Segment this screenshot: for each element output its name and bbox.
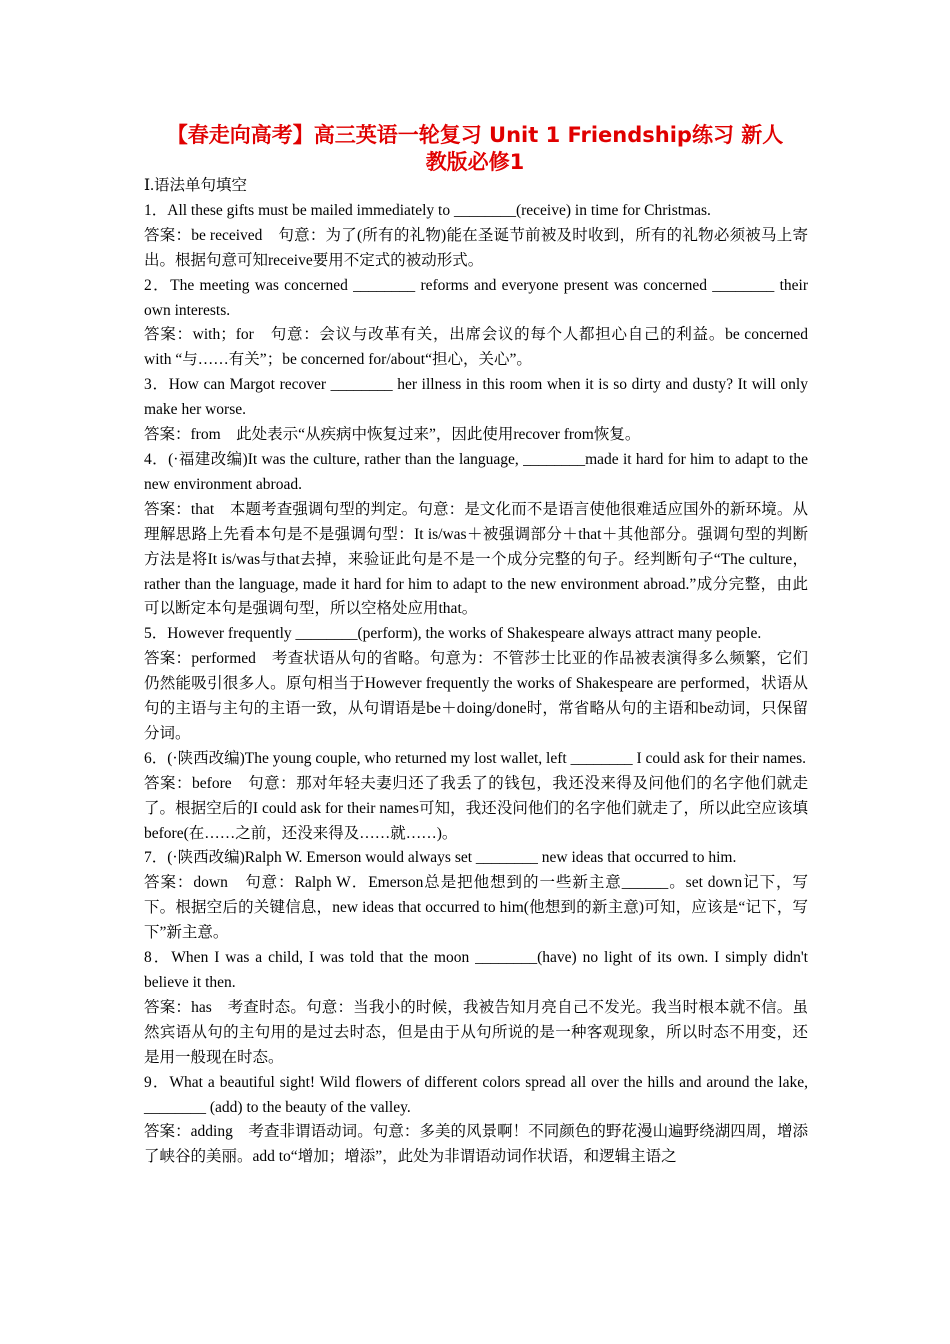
answer-6: 答案：before 句意：那对年轻夫妻归还了我丢了的钱包，我还没来得及问他们的名字他们就走了。根据空后的I could ask for their names可知，我还没问他们的名字他们就走了，所以此空应该填before(在……之前，还没来得及……就……)。: [144, 774, 808, 842]
question-8: 8．When I was a child, I was told that the moon ________(have) no light of its own. I simply didn't believe it then.: [144, 949, 808, 991]
question-4: 4．(·福建改编)It was the culture, rather than the language, ________made it hard for him to adapt to the new environment abroad.: [144, 450, 808, 493]
answer-2: 答案：with；for 句意：会议与改革有关，出席会议的每个人都担心自己的利益。be concerned with “与……有关”；be concerned for/about“担心，关心”。: [144, 326, 808, 369]
answer-9: 答案：adding 考查非谓语动词。句意：多美的风景啊！不同颜色的野花漫山遍野绕湖四周，增添了峡谷的美丽。add to“增加；增添”，此处为非谓语动词作状语，和逻辑主语之: [144, 1123, 808, 1166]
answer-1: 答案：be received 句意：为了(所有的礼物)能在圣诞节前被及时收到，所有的礼物必须被马上寄出。根据句意可知receive要用不定式的被动形式。: [144, 226, 808, 269]
question-1: 1．All these gifts must be mailed immediately to ________(receive) in time for Christmas.: [144, 201, 711, 219]
question-9: 9．What a beautiful sight! Wild flowers of different colors spread all over the hills and around the lake, ________ (add) to the beauty of the valley.: [144, 1073, 808, 1116]
question-2: 2．The meeting was concerned ________ reforms and everyone present was concerned ________ their own interests.: [144, 276, 808, 319]
answer-7: 答案：down 句意：Ralph W．Emerson总是把他想到的一些新主意______。set down记下，写下。根据空后的关键信息，new ideas that occurred to him(他想到的新主意)可知，应该是“记下，写下”新主意。: [144, 874, 808, 942]
question-6: 6．(·陕西改编)The young couple, who returned my lost wallet, left ________ I could ask for their names.: [144, 749, 807, 767]
answer-5: 答案：performed 考查状语从句的省略。句意为：不管莎士比亚的作品被表演得多么频繁，它们仍然能吸引很多人。原句相当于However frequently the works of Shakespeare are performed，状语从句的主语与主句的主语一致，从句谓语是be＋doing/done时，常省略从句的主语和be动词，只保留分词。: [144, 650, 808, 742]
section-heading: Ⅰ.语法单句填空: [144, 177, 247, 194]
document-body: [144, 174, 808, 1170]
answer-8: 答案：has 考查时态。句意：当我小的时候，我被告知月亮自己不发光。我当时根本就不信。虽然宾语从句的主句用的是过去时态，但是由于从句所说的是一种客观现象，所以时态不用变，还是用一般现在时态。: [144, 998, 808, 1066]
title-line-2: 教版必修1: [425, 150, 525, 174]
answer-4: 答案：that 本题考查强调句型的判定。句意：是文化而不是语言使他很难适应国外的新环境。从理解思路上先看本句是不是强调句型：It is/was＋被强调部分＋that＋其他部分。强调句型的判断方法是将It is/was与that去掉，来验证此句是不是一个成分完整的句子。经判断句子“The culture，rather than the language, made it hard for him to adapt to the new environment abroad.”成分完整，由此可以断定本句是强调句型，所以空格处应用that。: [144, 500, 808, 618]
question-3: 3．How can Margot recover ________ her illness in this room when it is so dirty and dusty? It will only make her worse.: [144, 376, 808, 419]
document-title: [140, 122, 810, 176]
question-7: 7．(·陕西改编)Ralph W. Emerson would always set ________ new ideas that occurred to him.: [144, 849, 737, 867]
question-5: 5．However frequently ________(perform), the works of Shakespeare always attract many people.: [144, 625, 762, 643]
answer-3: 答案：from 此处表示“从疾病中恢复过来”，因此使用recover from恢复。: [144, 426, 641, 444]
title-line-1: 【春走向高考】高三英语一轮复习 Unit 1 Friendship练习 新人: [166, 123, 784, 147]
